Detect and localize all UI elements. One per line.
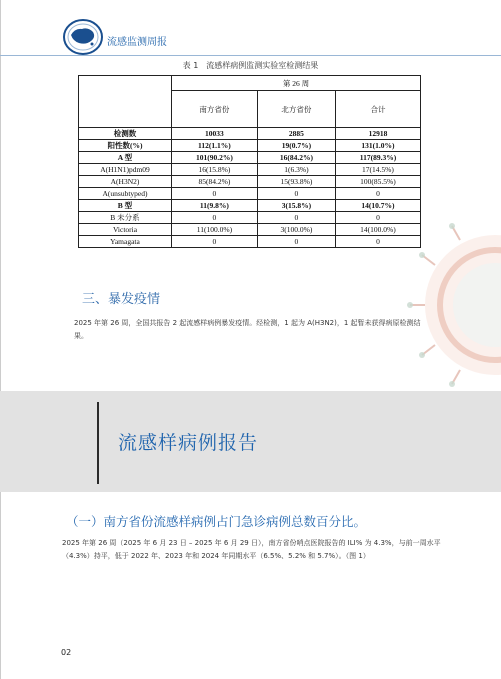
- table-cell: 1(6.3%): [257, 164, 335, 176]
- row-label: B 型: [79, 200, 172, 212]
- table-cell: 85(84.2%): [172, 176, 258, 188]
- table-row: [79, 224, 421, 236]
- table-cell: 17(14.5%): [335, 164, 420, 176]
- table-cell: 131(1.0%): [335, 140, 420, 152]
- table-cell: 0: [257, 212, 335, 224]
- lab-results-table: [78, 75, 421, 248]
- table-column-header: 北方省份: [257, 91, 335, 128]
- section-paragraph: 2025 年第 26 周，全国共报告 2 起流感样病例暴发疫情。经检测，1 起为 A(H3N2)，1 起暂未获得病原检测结果。: [74, 319, 421, 340]
- table-cell: 3(15.8%): [257, 200, 335, 212]
- table-cell: 11(100.0%): [172, 224, 258, 236]
- table-cell: 0: [172, 212, 258, 224]
- table-row: [79, 128, 421, 140]
- table-week-header: 第 26 周: [172, 76, 421, 91]
- table-cell: 2885: [257, 128, 335, 140]
- subsection-heading: （一）南方省份流感样病例占门急诊病例总数百分比。: [66, 514, 367, 529]
- page-edge: [0, 0, 1, 679]
- chapter-band-bar: [97, 402, 99, 484]
- table-caption: 表 1 流感样病例监测实验室检测结果: [182, 61, 319, 70]
- table-cell: 0: [257, 188, 335, 200]
- table-cell: 14(100.0%): [335, 224, 420, 236]
- table-row: [79, 164, 421, 176]
- page-number: 02: [61, 648, 72, 657]
- table-row: [79, 188, 421, 200]
- table-column-header: 合计: [335, 91, 420, 128]
- table-cell: 11(9.8%): [172, 200, 258, 212]
- row-label: Yamagata: [79, 236, 172, 248]
- row-label: A(H3N2): [79, 176, 172, 188]
- map-emblem-icon: [62, 18, 104, 56]
- table-cell: 14(10.7%): [335, 200, 420, 212]
- table-cell: 100(85.5%): [335, 176, 420, 188]
- table-cell: 15(93.8%): [257, 176, 335, 188]
- table-cell: 0: [257, 236, 335, 248]
- table-cell: 3(100.0%): [257, 224, 335, 236]
- row-label: B 未分系: [79, 212, 172, 224]
- table-row: [79, 176, 421, 188]
- table-column-header: 南方省份: [172, 91, 258, 128]
- section-heading: 三、暴发疫情: [82, 292, 161, 307]
- page-header: [0, 0, 501, 56]
- table-cell: 0: [335, 236, 420, 248]
- table-row: [79, 236, 421, 248]
- table-cell: 0: [172, 188, 258, 200]
- table-cell: 19(0.7%): [257, 140, 335, 152]
- row-label: A 型: [79, 152, 172, 164]
- table-row: [79, 140, 421, 152]
- table-cell: 0: [335, 212, 420, 224]
- table-cell: 0: [335, 188, 420, 200]
- header-divider: [0, 55, 501, 56]
- table-cell: 10033: [172, 128, 258, 140]
- table-body: [79, 128, 421, 248]
- table-row: [79, 212, 421, 224]
- subsection-paragraph: 2025 年第 26 周（2025 年 6 月 23 日 – 2025 年 6 月 29 日），南方省份哨点医院报告的 ILI% 为 4.3%，与前一周水平（4.3%）持平，低于 2022 年、2023 年和 2024 年同期水平（6.5%、5.2% 和 5.7%）。（图 1）: [62, 539, 441, 560]
- table-cell: 16(84.2%): [257, 152, 335, 164]
- table-cell: 117(89.3%): [335, 152, 420, 164]
- table-corner-cell: [79, 76, 172, 128]
- table-cell: 112(1.1%): [172, 140, 258, 152]
- row-label: A(unsubtyped): [79, 188, 172, 200]
- header-title: 流感监测周报: [107, 37, 167, 48]
- chapter-title: 流感样病例报告: [118, 432, 259, 454]
- table-row: [79, 152, 421, 164]
- row-label: 检测数: [79, 128, 172, 140]
- table-cell: 0: [172, 236, 258, 248]
- virus-illustration: [400, 210, 501, 400]
- table-cell: 101(90.2%): [172, 152, 258, 164]
- row-label: 阳性数(%): [79, 140, 172, 152]
- row-label: Victoria: [79, 224, 172, 236]
- row-label: A(H1N1)pdm09: [79, 164, 172, 176]
- table-cell: 12918: [335, 128, 420, 140]
- table-row: [79, 200, 421, 212]
- table-cell: 16(15.8%): [172, 164, 258, 176]
